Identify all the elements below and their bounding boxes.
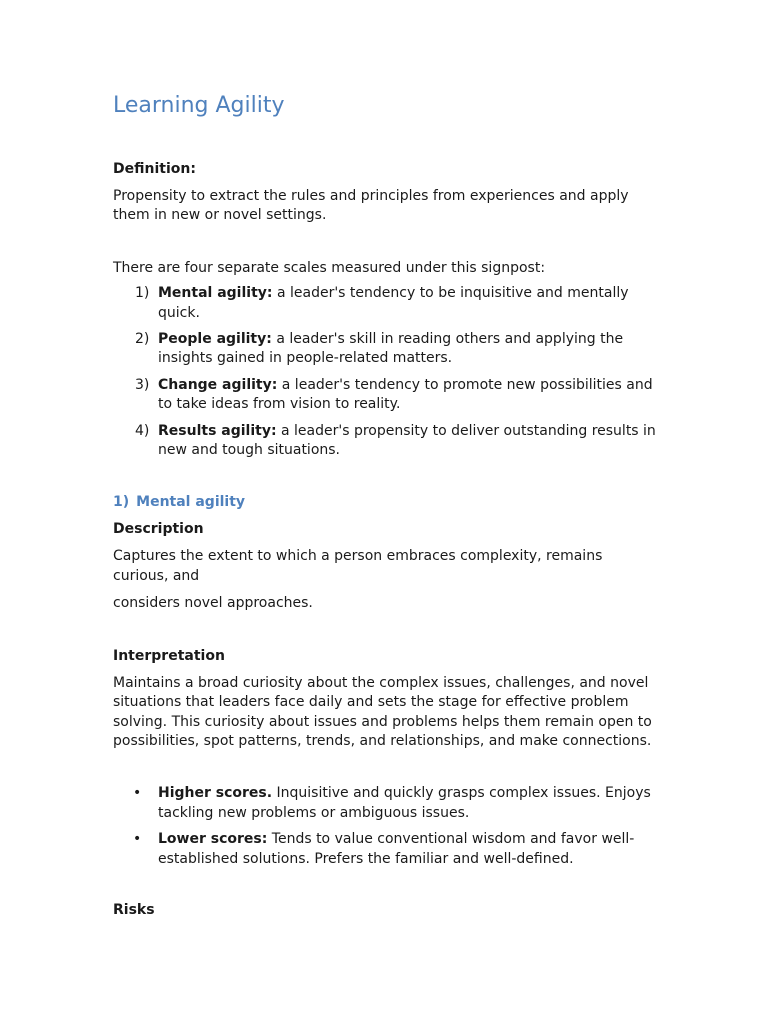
scale-number: 2) [135, 331, 150, 348]
scale-text: a leader's propensity to deliver outstanding results in new and tough situations. [158, 422, 656, 459]
scores-list [113, 784, 658, 869]
scale-item [113, 284, 658, 323]
score-text: Inquisitive and quickly grasps complex issues. Enjoys tackling new problems or ambiguous issues. [158, 785, 651, 821]
definition-heading: Definition: [113, 161, 196, 177]
description-text-continued: considers novel approaches. [113, 595, 313, 612]
scale-number: 1) [135, 285, 150, 302]
scale-text: a leader's tendency to promote new possibilities and to take ideas from vision to reality. [158, 376, 653, 413]
interpretation-text: Maintains a broad curiosity about the complex issues, challenges, and novel situations that leaders face daily and sets the stage for effective problem solving. This curiosity about issues and problems helps them remain open to possibilities, spot patterns, trends, and relationships, and make connections. [113, 674, 652, 749]
interpretation-heading: Interpretation [113, 647, 225, 664]
scale-name: People agility: [158, 331, 272, 348]
list-item [113, 784, 658, 823]
score-text: Tends to value conventional wisdom and favor well-established solutions. Prefers the familiar and well-defined. [158, 831, 635, 867]
bullet-icon: • [133, 785, 142, 802]
score-label: Lower scores: [158, 831, 268, 848]
scale-name: Mental agility: [158, 285, 273, 302]
scale-number: 4) [135, 422, 150, 439]
scales-list [113, 284, 658, 460]
score-label: Higher scores. [158, 785, 273, 802]
definition-text: Propensity to extract the rules and principles from experiences and apply them in new or novel settings. [113, 188, 629, 224]
scale-item [113, 376, 658, 415]
section-title: Mental agility [136, 494, 246, 511]
scale-text: a leader's tendency to be inquisitive and mentally quick. [158, 285, 629, 321]
bullet-icon: • [133, 831, 142, 848]
scale-item [113, 330, 658, 369]
document-content [113, 90, 658, 928]
scale-name: Results agility: [158, 422, 277, 439]
scale-number: 3) [135, 376, 150, 393]
scale-name: Change agility: [158, 376, 278, 393]
page-title: Learning Agility [113, 93, 285, 118]
risks-heading: Risks [113, 901, 155, 918]
scales-intro: There are four separate scales measured under this signpost: [113, 259, 546, 276]
section-heading-mental-agility [113, 493, 658, 512]
scale-text: a leader's skill in reading others and applying the insights gained in people-related matters. [158, 331, 624, 367]
section-number: 1) [113, 494, 130, 511]
description-text: Captures the extent to which a person embraces complexity, remains curious, and [113, 548, 603, 584]
scale-item [113, 422, 658, 461]
list-item [113, 830, 658, 869]
description-heading: Description [113, 521, 204, 538]
